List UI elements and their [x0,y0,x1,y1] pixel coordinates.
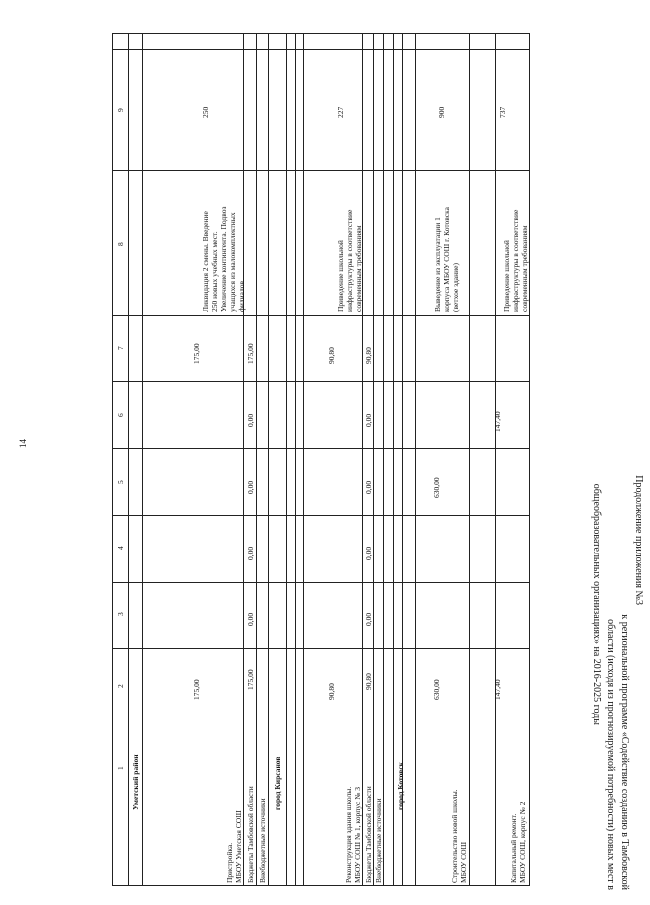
umet-budget-c4: 0,00 [246,546,255,560]
kirs-budget-c6: 0,00 [364,413,373,427]
kot2-c8-line1: Приведение школьной [502,240,511,312]
col-header-5: 5 [116,480,125,484]
kot2-c8-line3: современным требованиям [520,225,529,312]
city-kotovsk: город Котовск [396,762,405,810]
umet-c8-line2: 250 новых учебных мест. [210,231,219,312]
umet-extra-label: Внебюджетные источники [258,798,267,883]
kirs-c7: 90,80 [327,347,336,364]
kot2-c9: 737 [498,106,507,118]
district-umet: Уметский район [131,754,140,810]
col-header-7: 7 [116,346,125,350]
umet-c8-line1: Ликвидация 2 смены. Введение [201,211,210,312]
umet-budget-c3: 0,00 [246,612,255,626]
kot2-c2: 147,40 [493,679,502,700]
kirs-budget-c5: 0,00 [364,480,373,494]
kot2-object-line1: Капитальный ремонт. [509,813,518,883]
heading-line-1: Продолжение приложения №3 [633,475,644,605]
umet-object-line2: МБОУ Уметская СОШ [234,810,243,883]
umet-budget-c2: 175,00 [246,669,255,690]
umet-c8-line5: филиалов. [237,279,246,312]
col-header-8: 8 [116,242,125,246]
umet-c2: 175,00 [192,679,201,700]
kirs-object-line1: Реконструкция здания школы. [344,786,353,883]
kirs-object-line2: МБОУ СОШ № 1, корпус № 3 [353,786,362,883]
program-table [112,33,530,886]
kot-c8-line2: корпуса МБОУ СОШ г. Котовска [442,207,451,312]
kot-object-line2: МБОУ СОШ [459,841,468,883]
kirs-budget-c7: 90,80 [364,347,373,364]
umet-c7: 175,00 [192,343,201,364]
kot2-c6: 147,40 [493,411,502,432]
city-kirsanov: город Кирсанов [273,756,282,810]
col-header-9: 9 [116,108,125,112]
kot-c8-line1: Выведение из эксплуатации 1 [433,217,442,312]
kirs-c8-line1: Приведение школьной [336,240,345,312]
umet-budget-c5: 0,00 [246,480,255,494]
umet-budget-c6: 0,00 [246,413,255,427]
kirs-budget-c3: 0,00 [364,612,373,626]
col-header-1: 1 [116,766,125,770]
umet-budget-c7: 175,00 [246,343,255,364]
kot2-c8-line2: инфраструктуры в соответствие [511,209,520,312]
umet-c8-line3: Увеличение контингента. Подвоз [219,206,228,312]
document-heading [562,0,650,905]
page-number: 14 [18,439,28,448]
kirs-budget-c4: 0,00 [364,546,373,560]
kirs-extra-label: Внебюджетные источники [374,798,383,883]
col-header-3: 3 [116,612,125,616]
kot-c9: 900 [437,106,446,118]
kot-object-line1: Строительство новой школы. [450,789,459,883]
umet-budget-label: Бюджеты Тамбовской области [246,786,255,883]
kirs-budget-c2: 90,80 [364,673,373,690]
umet-object-line1: Пристройка. [225,842,234,883]
kot-c8-line3: (ветхое здание) [451,263,460,312]
kot-c5: 630,00 [432,477,441,498]
kirs-c9: 227 [336,106,345,118]
heading-line-2: к региональной программе «Содействие созданию в Тамбовской [619,614,630,890]
heading-line-4: общеобразовательных организациях» на 2016-2025 годы [591,483,602,725]
col-header-2: 2 [116,684,125,688]
kirs-c8-line2: инфраструктуры в соответствие [345,209,354,312]
kot2-object-line2: МБОУ СОШ, корпус № 2 [518,801,527,883]
kirs-budget-label: Бюджеты Тамбовской области [364,786,373,883]
col-header-6: 6 [116,413,125,417]
col-header-4: 4 [116,546,125,550]
kirs-c2: 90,80 [327,683,336,700]
umet-c9: 250 [201,106,210,118]
heading-line-3: области (исходя из прогнозируемой потребности) новых мест в [605,619,616,890]
kirs-c8-line3: современным требованиям [354,225,363,312]
umet-c8-line4: учащихся из малокомплектных [228,212,237,312]
kot-c2: 630,00 [432,679,441,700]
